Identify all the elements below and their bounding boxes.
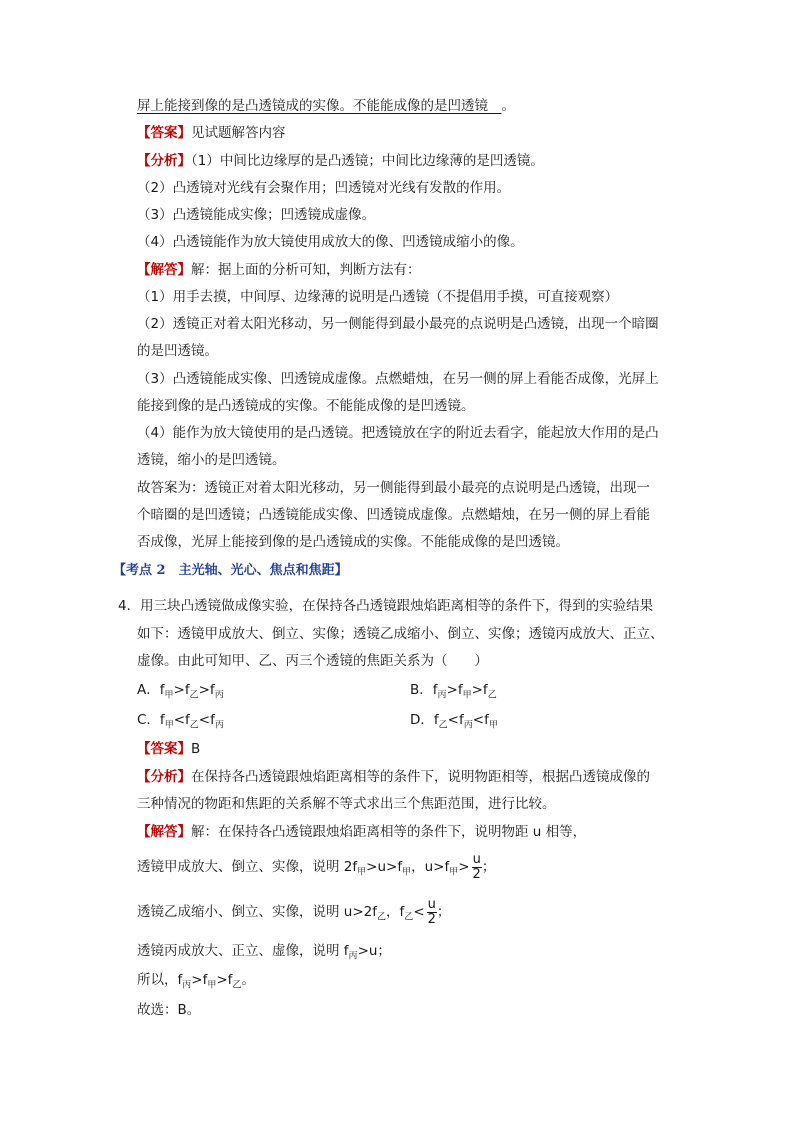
relation: <f [198, 712, 215, 728]
subscript: 甲 [357, 867, 367, 878]
relation: >f [471, 682, 488, 698]
jia-rel: > [458, 859, 470, 875]
subscript: 丙 [182, 980, 192, 991]
denominator: 2 [427, 911, 436, 927]
line-end: 。 [241, 972, 255, 988]
q3-answer-line [137, 123, 286, 143]
line-end: ； [481, 859, 496, 875]
analysis-tag: 【分析】 [137, 769, 191, 785]
q4-analysis-line-1 [137, 767, 650, 787]
q3-answer-text: 见试题解答内容 [191, 125, 286, 141]
subscript: 丙 [214, 720, 224, 731]
q3-solution-line-11: 否成像，光屏上能接到像的是凸透镜成的实像。不能能成像的是凹透镜。 [137, 534, 569, 550]
subscript: 甲 [164, 690, 174, 701]
solution-tag: 【解答】 [137, 824, 191, 840]
q3-solution-line-8: 透镜，缩小的是凹透镜。 [137, 452, 286, 468]
q3-solution-line-1 [137, 260, 421, 280]
q3-solution-line-3: （2）透镜正对着太阳光移动，另一侧能得到最小最亮的点说明是凸透镜，出现一个暗圈 [137, 316, 659, 332]
q4-answer-text: B [191, 741, 201, 757]
analysis-tag: 【分析】 [137, 153, 191, 169]
q3-analysis-line-4: （4）凸透镜能作为放大镜使用成放大的像、凹透镜成缩小的像。 [137, 234, 524, 250]
jia-text: 透镜甲成放大、倒立、实像，说明 2f [137, 859, 358, 875]
q3-solution-line-7: （4）能作为放大镜使用的是凸透镜。把透镜放在字的附近去看字，能起放大作用的是凸 [137, 425, 659, 441]
so-rel: >f [191, 972, 208, 988]
subscript: 甲 [449, 867, 459, 878]
sentence-text: 屏上能接到像的是凸透镜成的实像。不能能成像的是 [137, 98, 448, 114]
subscript: 乙 [487, 690, 497, 701]
q3-solution-line-2: （1）用手去摸，中间厚、边缘薄的说明是凸透镜（不提倡用手摸，可直接观察） [137, 289, 619, 305]
numerator: u [472, 851, 481, 867]
q4-yi-line [137, 897, 450, 933]
q4-stem-line-3: 虚像。由此可知甲、乙、丙三个透镜的焦距关系为（ ） [137, 653, 488, 669]
solution-text: 解：据上面的分析可知，判断方法有： [191, 262, 421, 278]
subscript: 乙 [189, 720, 199, 731]
analysis-text: 在保持各凸透镜跟烛焰距离相等的条件下，说明物距相等，根据凸透镜成像的 [191, 769, 650, 785]
q3-analysis-line-3: （3）凸透镜能成实像；凹透镜成虚像。 [137, 207, 376, 223]
denominator: 2 [472, 866, 481, 882]
relation: >f [446, 682, 463, 698]
yi-rel: < [413, 904, 425, 920]
subscript: 乙 [377, 912, 387, 923]
analysis-text: （1）中间比边缘厚的是凸透镜；中间比边缘薄的是凹透镜。 [191, 153, 544, 169]
jia-rel: ，u>f [411, 859, 450, 875]
subscript: 乙 [404, 912, 414, 923]
q4-solution-line-1 [137, 822, 586, 842]
option-c-label: C．f [137, 712, 165, 728]
q4-choice-line: 故选：B。 [137, 1002, 201, 1018]
bing-text: 透镜丙成放大、正立、虚像，说明 f [137, 943, 349, 959]
subscript: 乙 [232, 980, 242, 991]
subscript: 甲 [488, 720, 498, 731]
option-a [137, 680, 224, 706]
answer-tag: 【答案】 [137, 125, 191, 141]
q3-solution-line-5: （3）凸透镜能成实像、凹透镜成虚像。点燃蜡烛，在另一侧的屏上看能否成像，光屏上 [137, 371, 659, 387]
relation: <f [472, 712, 489, 728]
subscript: 乙 [438, 720, 448, 731]
so-text: 所以，f [137, 972, 183, 988]
continued-line [137, 96, 515, 116]
option-d-label: D．f [410, 712, 439, 728]
q3-solution-line-9: 故答案为：透镜正对着太阳光移动，另一侧能得到最小最亮的点说明是凸透镜，出现一 [137, 480, 650, 496]
underlined-sentence [137, 98, 502, 114]
subscript: 甲 [207, 980, 217, 991]
option-b [410, 680, 497, 706]
subscript: 丙 [437, 690, 447, 701]
relation: <f [173, 712, 190, 728]
subscript: 甲 [164, 720, 174, 731]
option-d [410, 710, 498, 736]
q3-solution-line-4: 的是凹透镜。 [137, 343, 218, 359]
fraction-u-over-2 [427, 898, 437, 927]
q4-stem-line-2: 如下：透镜甲成放大、倒立、实像；透镜乙成缩小、倒立、实像；透镜丙成放大、正立、 [137, 626, 664, 642]
bing-rel: >u； [357, 943, 391, 959]
relation: <f [447, 712, 464, 728]
q4-bing-line [137, 941, 391, 967]
solution-text: 解：在保持各凸透镜跟烛焰距离相等的条件下，说明物距 u 相等， [191, 824, 587, 840]
line-end: ； [436, 904, 451, 920]
subscript: 丙 [214, 690, 224, 701]
q4-answer-line [137, 739, 200, 759]
q4-analysis-line-2: 三种情况的物距和焦距的关系解不等式求出三个焦距范围，进行比较。 [137, 796, 556, 812]
q3-solution-line-10: 个暗圈的是凹透镜；凸透镜能成实像、凹透镜成虚像。点燃蜡烛，在另一侧的屏上看能 [137, 507, 650, 523]
subscript: 乙 [189, 690, 199, 701]
solution-tag: 【解答】 [137, 262, 191, 278]
relation: >f [173, 682, 190, 698]
option-c [137, 710, 224, 736]
q4-jia-line [137, 852, 495, 888]
fill-blank-answer: 凹透镜 [447, 98, 488, 114]
yi-text: 透镜乙成缩小、倒立、实像，说明 u>2f [137, 904, 378, 920]
option-a-label: A．f [137, 682, 165, 698]
question-number: 4． [118, 598, 141, 614]
q3-solution-line-6: 能接到像的是凸透镜成的实像。不能能成像的是凹透镜。 [137, 398, 475, 414]
q4-stem-line-1 [118, 596, 653, 616]
q3-analysis-line-2: （2）凸透镜对光线有会聚作用；凹透镜对光线有发散的作用。 [137, 180, 511, 196]
q4-so-line [137, 970, 255, 996]
q3-analysis-line-1 [137, 151, 544, 171]
relation: >f [198, 682, 215, 698]
subscript: 丙 [463, 720, 473, 731]
numerator: u [427, 896, 436, 912]
jia-rel: >u>f [366, 859, 403, 875]
option-b-label: B．f [410, 682, 438, 698]
line-end: 。 [501, 98, 515, 114]
so-rel: >f [216, 972, 233, 988]
fraction-u-over-2 [472, 853, 482, 882]
subscript: 丙 [348, 951, 358, 962]
stem-text: 用三块凸透镜做成像实验，在保持各凸透镜跟烛焰距离相等的条件下，得到的实验结果 [140, 598, 654, 614]
subscript: 甲 [402, 867, 412, 878]
subscript: 甲 [462, 690, 472, 701]
yi-rel: ，f [386, 904, 405, 920]
section-heading: 【考点 2 主光轴、光心、焦点和焦距】 [113, 563, 348, 578]
answer-tag: 【答案】 [137, 741, 191, 757]
